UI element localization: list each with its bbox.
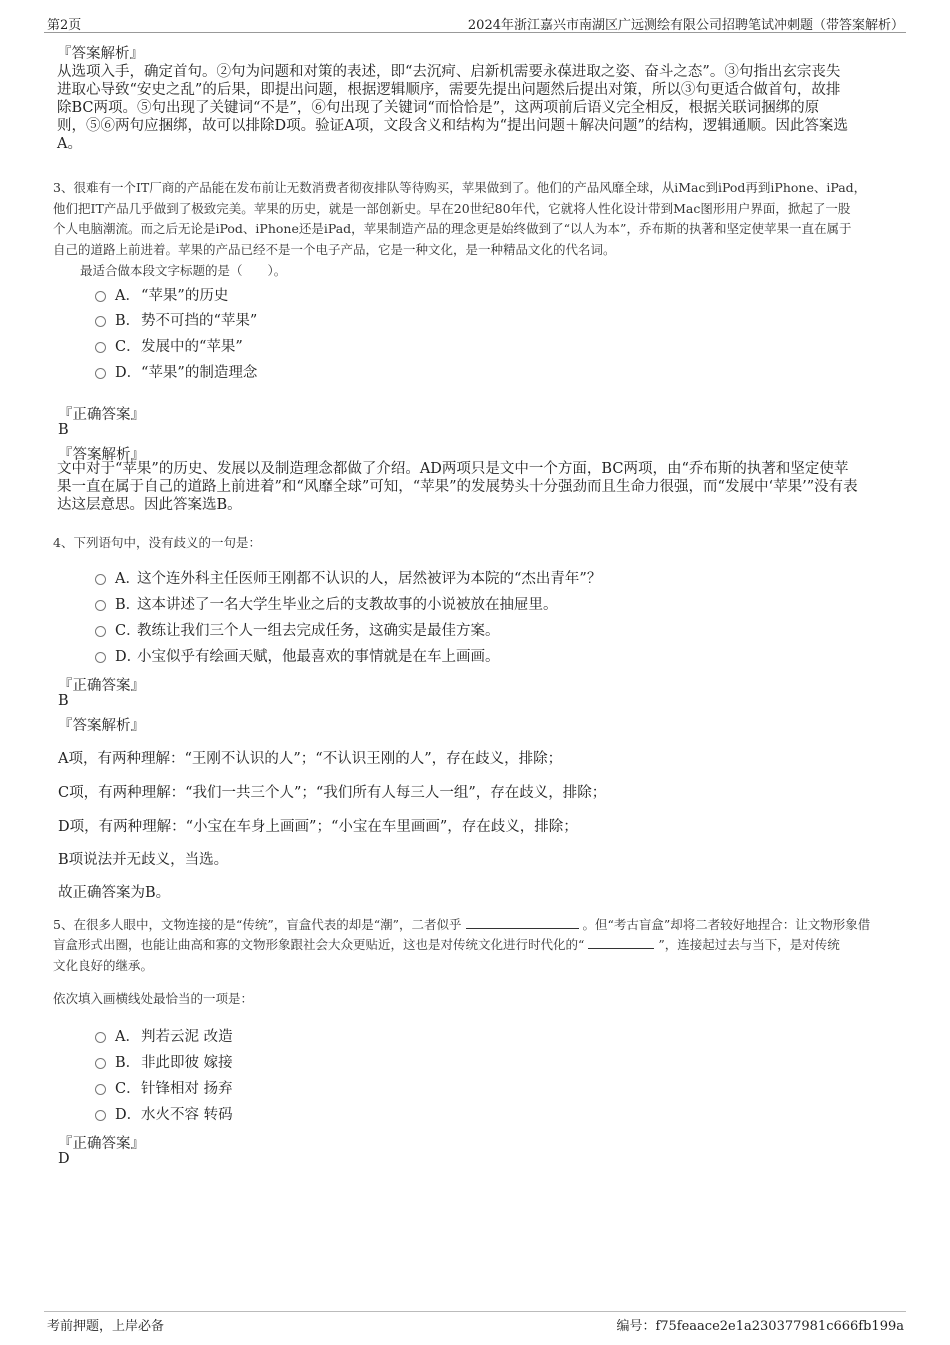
q3-option-a[interactable] <box>95 283 228 305</box>
q3-option-c[interactable] <box>95 334 243 356</box>
radio-icon[interactable] <box>95 342 106 353</box>
q5-option-c[interactable] <box>95 1076 233 1098</box>
option-text: 这本讲述了一名大学生毕业之后的支教故事的小说被放在抽屉里。 <box>137 596 558 613</box>
q4-option-a[interactable] <box>95 566 601 588</box>
option-text: 发展中的“苹果” <box>141 338 243 355</box>
option-letter: D． <box>115 1106 142 1123</box>
q4-analysis-para: C项，有两种理解：“我们一共三个人”；“我们所有人每三人一组”，存在歧义，排除； <box>58 785 607 801</box>
q3-prompt: 最适合做本段文字标题的是（ ）。 <box>80 263 287 278</box>
q4-analysis-para: D项，有两种理解：“小宝在车身上画画”；“小宝在车里画画”，存在歧义，排除； <box>58 819 578 835</box>
radio-icon[interactable] <box>95 1084 106 1095</box>
option-text: 非此即彼 嫁接 <box>141 1054 233 1071</box>
q2-analysis-label: 『答案解析』 <box>57 46 144 62</box>
option-letter: C． <box>115 622 141 639</box>
q3-answer: B <box>58 422 69 438</box>
option-letter: A． <box>115 570 140 587</box>
option-letter: A． <box>115 1028 140 1045</box>
q5-stem-text: 5、在很多人眼中，文物连接的是“传统”，盲盒代表的却是“潮”，二者似乎 <box>53 917 462 932</box>
page-number: 第2页 <box>47 18 82 33</box>
q3-stem-line: 他们把IT产品几乎做到了极致完美。苹果的历史，就是一部创新史。早在20世纪80年代，它就将人性化设计带到Mac图形用户界面，掀起了一股 <box>53 201 851 216</box>
header-rule <box>44 32 906 33</box>
option-text: 势不可挡的“苹果” <box>141 312 258 329</box>
option-text: 这个连外科主任医师王刚都不认识的人，居然被评为本院的“杰出青年”？ <box>137 570 602 587</box>
q5-answer-label: 『正确答案』 <box>58 1136 145 1152</box>
option-letter: D． <box>115 364 142 381</box>
q4-answer-label: 『正确答案』 <box>58 678 145 694</box>
radio-icon[interactable] <box>95 1032 106 1043</box>
q5-option-a[interactable] <box>95 1024 233 1046</box>
radio-icon[interactable] <box>95 316 106 327</box>
q4-analysis-para: B项说法并无歧义，当选。 <box>58 852 229 868</box>
radio-icon[interactable] <box>95 1110 106 1121</box>
q5-option-b[interactable] <box>95 1050 233 1072</box>
footer-slogan: 考前押题，上岸必备 <box>47 1319 165 1334</box>
radio-icon[interactable] <box>95 368 106 379</box>
q2-analysis-line: 进取心导致“安史之乱”的后果，即提出问题，根据逻辑顺序，需要先提出问题然后提出对策，所以③句更适合做首句，故排 <box>57 82 841 98</box>
q3-stem-line: 个人电脑潮流。而之后无论是iPod、iPhone还是iPad，苹果制造产品的理念更是始终做到了“以人为本”，乔布斯的执著和坚定使苹果一直在属于 <box>53 221 852 236</box>
q5-stem-text: 。但“考古盲盒”却将二者较好地捏合：让文物形象借 <box>582 917 871 932</box>
option-letter: A． <box>115 287 140 304</box>
option-letter: B． <box>115 312 141 329</box>
q3-analysis-line: 果一直在属于自己的道路上前进着”和“风靡全球”可知，“苹果”的发展势头十分强劲而且生命力很强，而“发展中‘苹果’”没有表 <box>57 479 858 495</box>
q4-analysis-para: 故正确答案为B。 <box>58 885 171 901</box>
q3-stem-line: 3、很难有一个IT厂商的产品能在发布前让无数消费者彻夜排队等待购买，苹果做到了。他们的产品风靡全球，从iMac到iPod再到iPhone、iPad， <box>53 180 867 195</box>
fill-blank-2 <box>588 936 654 949</box>
fill-blank-1 <box>466 916 579 929</box>
document-title: 2024年浙江嘉兴市南湖区广远测绘有限公司招聘笔试冲刺题（带答案解析） <box>467 18 904 33</box>
radio-icon[interactable] <box>95 600 106 611</box>
option-letter: C． <box>115 1080 141 1097</box>
option-letter: B． <box>115 596 141 613</box>
q3-option-d[interactable] <box>95 360 257 382</box>
q4-analysis-label: 『答案解析』 <box>58 718 145 734</box>
option-text: “苹果”的历史 <box>141 287 229 304</box>
option-letter: B． <box>115 1054 141 1071</box>
q4-option-c[interactable] <box>95 618 500 640</box>
q4-option-b[interactable] <box>95 592 558 614</box>
option-text: 教练让我们三个人一组去完成任务，这确实是最佳方案。 <box>137 622 500 639</box>
option-letter: D． <box>115 648 142 665</box>
q4-option-d[interactable] <box>95 644 500 666</box>
q4-answer: B <box>58 693 69 709</box>
q5-stem-line: 文化良好的继承。 <box>53 958 154 973</box>
q4-analysis-para: A项，有两种理解：“王刚不认识的人”；“不认识王刚的人”，存在歧义，排除； <box>58 751 563 767</box>
q5-prompt: 依次填入画横线处最恰当的一项是： <box>53 991 254 1006</box>
option-text: 针锋相对 扬弃 <box>141 1080 233 1097</box>
q3-answer-label: 『正确答案』 <box>58 407 145 423</box>
q5-stem-line <box>53 915 898 936</box>
q3-option-b[interactable] <box>95 308 257 330</box>
radio-icon[interactable] <box>95 291 106 302</box>
q5-option-d[interactable] <box>95 1102 233 1124</box>
q2-analysis-line: 除BC两项。⑤句出现了关键词“不是”，⑥句出现了关键词“而恰恰是”，这两项前后语义完全相反，根据关联词捆绑的原 <box>57 100 820 116</box>
q4-stem: 4、下列语句中，没有歧义的一句是： <box>53 535 261 550</box>
q5-answer: D <box>58 1151 70 1167</box>
option-letter: C． <box>115 338 141 355</box>
radio-icon[interactable] <box>95 652 106 663</box>
q5-stem-text: ”，连接起过去与当下，是对传统 <box>658 937 840 952</box>
radio-icon[interactable] <box>95 626 106 637</box>
q3-analysis-line: 文中对于“苹果”的历史、发展以及制造理念都做了介绍。AD两项只是文中一个方面，BC两项，由“乔布斯的执著和坚定使苹 <box>57 461 849 477</box>
footer-rule <box>44 1311 906 1312</box>
radio-icon[interactable] <box>95 574 106 585</box>
option-text: “苹果”的制造理念 <box>141 364 258 381</box>
q5-stem-text: 盲盒形式出圈，也能让曲高和寡的文物形象跟社会大众更贴近，这也是对传统文化进行时代化的“ <box>53 937 585 952</box>
q5-stem-line <box>53 935 898 956</box>
q2-analysis-line: A。 <box>57 136 82 152</box>
q2-analysis-line: 从选项入手，确定首句。②句为问题和对策的表述，即“去沉疴、启新机需要永葆进取之姿、奋斗之态”。③句指出玄宗丧失 <box>57 64 841 80</box>
q3-stem-line: 自己的道路上前进着。苹果的产品已经不是一个电子产品，它是一种文化，是一种精品文化的代名词。 <box>53 242 616 257</box>
q2-analysis-line: 则，⑤⑥两句应捆绑，故可以排除D项。验证A项，文段含义和结构为“提出问题＋解决问题”的结构，逻辑通顺。因此答案选 <box>57 118 848 134</box>
radio-icon[interactable] <box>95 1058 106 1069</box>
q3-analysis-label: 『答案解析』 <box>58 447 145 463</box>
q3-analysis-line: 达这层意思。因此答案选B。 <box>57 497 242 513</box>
document-id: 编号：f75feaace2e1a230377981c666fb199a <box>616 1319 904 1334</box>
option-text: 水火不容 转码 <box>141 1106 233 1123</box>
option-text: 小宝似乎有绘画天赋，他最喜欢的事情就是在车上画画。 <box>137 648 500 665</box>
option-text: 判若云泥 改造 <box>141 1028 233 1045</box>
